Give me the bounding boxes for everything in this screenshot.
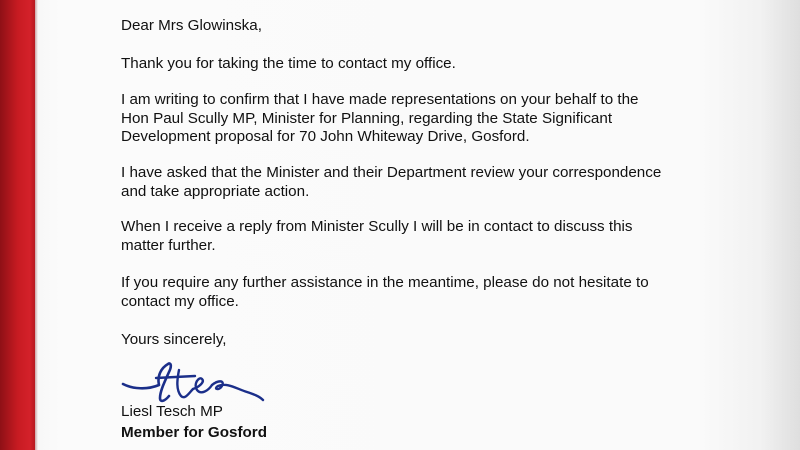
- paragraph-line: I am writing to confirm that I have made representations on your behalf to the: [121, 91, 639, 108]
- paragraph-line: If you require any further assistance in the meantime, please do not hesitate to: [121, 274, 649, 291]
- paragraph-line: matter further.: [121, 236, 216, 254]
- signer-title: Member for Gosford: [121, 424, 267, 441]
- strip-shadow: [35, 0, 38, 450]
- paragraph-line: When I receive a reply from Minister Scully I will be in contact to discuss this: [121, 218, 633, 235]
- paragraph-line: Hon Paul Scully MP, Minister for Planning, regarding the State Significant: [121, 109, 613, 127]
- paragraph-line: Development proposal for 70 John Whiteway Drive, Gosford.: [121, 128, 530, 145]
- letterhead-red-strip: [0, 0, 35, 450]
- paragraph-thanks: [121, 55, 456, 74]
- paragraph-assistance: [121, 274, 649, 311]
- paragraph-line: I have asked that the Minister and their Department review your correspondence: [121, 164, 662, 181]
- paragraph-line: contact my office.: [121, 292, 239, 310]
- paragraph-representations: [121, 91, 639, 147]
- paragraph-review: [121, 164, 661, 201]
- paragraph-line: and take appropriate action.: [121, 182, 310, 200]
- paragraph-reply: [121, 218, 633, 255]
- closing: Yours sincerely,: [121, 331, 227, 348]
- page-edge-shadow: [760, 0, 800, 450]
- paragraph-line: Thank you for taking the time to contact my office.: [121, 55, 456, 72]
- signer-name: Liesl Tesch MP: [121, 403, 223, 420]
- salutation: Dear Mrs Glowinska,: [121, 17, 262, 34]
